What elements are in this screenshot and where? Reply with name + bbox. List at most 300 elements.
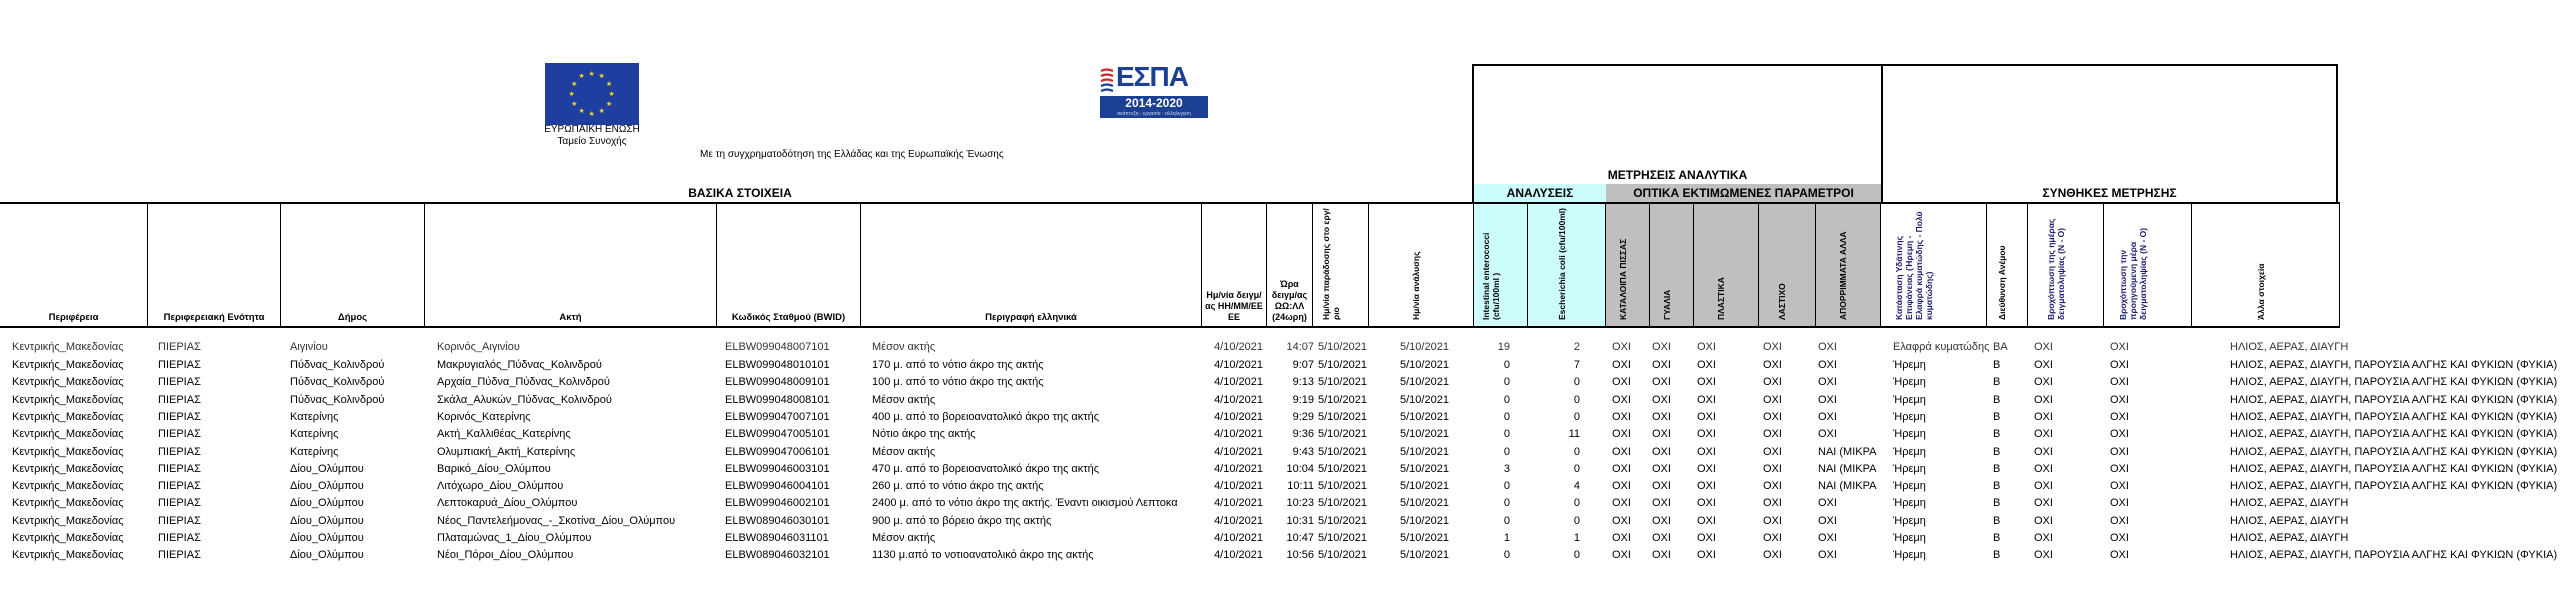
table-cell: Κεντρικής_Μακεδονίας <box>12 445 124 458</box>
table-cell: ΠΙΕΡΙΑΣ <box>158 480 201 493</box>
table-cell: ΟΧΙ <box>1612 376 1631 389</box>
table-cell: ΟΧΙ <box>1697 532 1716 544</box>
table-cell: 10:56 <box>1286 549 1314 562</box>
table-cell: 5/10/2021 <box>1318 393 1367 406</box>
table-cell: 4/10/2021 <box>1214 514 1263 527</box>
table-row <box>0 426 2560 443</box>
table-cell: 0 <box>1503 480 1510 493</box>
table-cell: ΟΧΙ <box>1763 359 1782 371</box>
group-measurements: ΜΕΤΡΗΣΕΙΣ ΑΝΑΛΥΤΙΚΑ <box>1607 168 1748 182</box>
table-cell: ΟΧΙ <box>1818 549 1837 562</box>
table-cell: ΟΧΙ <box>2034 341 2053 353</box>
table-cell: Δίου_Ολύμπου <box>290 462 364 475</box>
table-cell: ΟΧΙ <box>1612 549 1631 562</box>
header-label: Ώρα δειγμ/ας ΩΩ:ΛΛ (24ωρη) <box>1271 279 1308 322</box>
table-cell: ΟΧΙ <box>1697 359 1716 371</box>
group-basic: ΒΑΣΙΚΑ ΣΤΟΙΧΕΙΑ <box>688 186 792 200</box>
table-cell: ΝΑΙ (ΜΙΚΡΑ <box>1818 480 1877 493</box>
table-cell: 0 <box>1503 359 1510 371</box>
table-cell: Β <box>1993 359 2001 371</box>
header-beach <box>425 204 717 326</box>
table-cell: ΟΧΙ <box>1818 532 1837 544</box>
table-cell: ΟΧΙ <box>1763 462 1782 475</box>
table-cell: 5/10/2021 <box>1318 480 1367 493</box>
table-cell: Κατερίνης <box>290 445 339 458</box>
table-cell: ΟΧΙ <box>1763 532 1782 544</box>
table-cell: 0 <box>1573 376 1580 389</box>
table-cell: ΗΛΙΟΣ, ΑΕΡΑΣ, ΔΙΑΥΓΗ <box>2230 514 2349 527</box>
table-cell: Κεντρικής_Μακεδονίας <box>12 410 124 423</box>
table-cell: ΟΧΙ <box>1697 462 1716 475</box>
header-label: Περιφέρεια <box>48 312 99 323</box>
table-cell: Κεντρικής_Μακεδονίας <box>12 393 124 406</box>
header-enterococci <box>1474 204 1528 326</box>
table-cell: 7 <box>1573 359 1580 371</box>
eu-star-icon: ★ <box>568 90 575 98</box>
header-regional-unit <box>148 204 281 326</box>
table-cell: 0 <box>1573 462 1580 475</box>
table-cell: Κεντρικής_Μακεδονίας <box>12 359 124 371</box>
table-cell: 0 <box>1503 445 1510 458</box>
group-analyses: ΑΝΑΛΥΣΕΙΣ <box>1474 184 1606 202</box>
table-cell: ΗΛΙΟΣ, ΑΕΡΑΣ, ΔΙΑΥΓΗ, ΠΑΡΟΥΣΙΑ ΑΛΓΗΣ ΚΑΙ ΦΥΚΙΩΝ (ΦΥΚΙΑ) <box>2230 445 2558 458</box>
table-cell: Ήρεμη <box>1893 462 1926 475</box>
table-cell: Β <box>1993 410 2001 423</box>
espa-logo <box>1100 62 1212 122</box>
table-row <box>0 461 2560 478</box>
table-cell: ΟΧΙ <box>2110 376 2129 389</box>
table-cell: Ολυμπιακή_Ακτή_Κατερίνης <box>437 445 576 458</box>
table-cell: ELBW089046032101 <box>725 549 830 562</box>
table-cell: ΟΧΙ <box>2034 532 2053 544</box>
table-cell: Ήρεμη <box>1893 359 1926 371</box>
table-cell: ELBW099048009101 <box>725 376 830 389</box>
table-cell: ΟΧΙ <box>1652 359 1671 371</box>
table-cell: ΟΧΙ <box>1818 359 1837 371</box>
table-cell: ΟΧΙ <box>1763 341 1782 353</box>
table-cell: Μέσον ακτής <box>872 445 936 458</box>
table-cell: ΟΧΙ <box>1652 410 1671 423</box>
table-cell: ΟΧΙ <box>1652 514 1671 527</box>
table-cell: 14:07 <box>1286 341 1314 353</box>
table-cell: ΟΧΙ <box>1763 480 1782 493</box>
table-cell: 1 <box>1573 532 1580 544</box>
table-cell: ΟΧΙ <box>2110 445 2129 458</box>
header-label: Περιφερειακή Ενότητα <box>163 312 265 323</box>
table-cell: ΠΙΕΡΙΑΣ <box>158 428 201 441</box>
table-cell: Β <box>1993 445 2001 458</box>
table-cell: ELBW089046031101 <box>725 532 829 544</box>
table-cell: ELBW099046003101 <box>725 462 830 475</box>
table-cell: ΟΧΙ <box>1763 428 1782 441</box>
table-cell: 4/10/2021 <box>1214 410 1263 423</box>
table-cell: Αιγινίου <box>290 341 328 353</box>
table-cell: ΟΧΙ <box>1652 393 1671 406</box>
table-row <box>0 392 2560 409</box>
table-cell: 11 <box>1568 428 1580 441</box>
table-cell: ΟΧΙ <box>1612 497 1631 510</box>
table-cell: 5/10/2021 <box>1318 376 1367 389</box>
header-label: Δήμος <box>337 312 368 323</box>
table-cell: ΟΧΙ <box>2110 549 2129 562</box>
table-cell: ΟΧΙ <box>1818 393 1837 406</box>
table-cell: 4/10/2021 <box>1214 532 1263 544</box>
table-cell: 4/10/2021 <box>1214 376 1263 389</box>
table-cell: Βαρικό_Δίου_Ολύμπου <box>437 462 551 475</box>
table-cell: Ήρεμη <box>1893 393 1926 406</box>
table-cell: ΟΧΙ <box>1763 497 1782 510</box>
table-cell: 3 <box>1503 462 1510 475</box>
header-ecoli <box>1528 204 1606 326</box>
table-cell: ΟΧΙ <box>2034 410 2053 423</box>
table-row <box>0 530 2560 547</box>
table-cell: 9:19 <box>1292 393 1314 406</box>
table-cell: Μέσον ακτής <box>872 532 936 544</box>
table-cell: ΟΧΙ <box>1697 445 1716 458</box>
table-cell: 4/10/2021 <box>1214 393 1263 406</box>
table-cell: ΠΙΕΡΙΑΣ <box>158 532 201 544</box>
table-cell: Κατερίνης <box>290 410 339 423</box>
table-cell: ΗΛΙΟΣ, ΑΕΡΑΣ, ΔΙΑΥΓΗ <box>2230 532 2349 544</box>
header-station-code <box>717 204 861 326</box>
header-label: Ημ/νία ανάλυσης <box>1411 251 1421 320</box>
table-cell: Β <box>1993 428 2001 441</box>
table-cell: Νέοι_Πόροι_Δίου_Ολύμπου <box>437 549 574 562</box>
table-cell: 5/10/2021 <box>1400 497 1449 510</box>
table-cell: ΟΧΙ <box>1612 341 1631 353</box>
table-cell: Β <box>1993 514 2001 527</box>
table-cell: Μέσον ακτής <box>872 341 936 353</box>
header-label: ΛΑΣΤΙΧΟ <box>1777 283 1787 320</box>
table-cell: ΗΛΙΟΣ, ΑΕΡΑΣ, ΔΙΑΥΓΗ, ΠΑΡΟΥΣΙΑ ΑΛΓΗΣ ΚΑΙ ΦΥΚΙΩΝ (ΦΥΚΙΑ) <box>2230 359 2558 371</box>
eu-star-icon: ★ <box>571 80 578 88</box>
table-cell: Αρχαία_Πύδνα_Πύδνας_Κολινδρού <box>437 376 610 389</box>
table-cell: 0 <box>1503 428 1510 441</box>
table-cell: 4/10/2021 <box>1214 428 1263 441</box>
table-cell: 5/10/2021 <box>1400 341 1449 353</box>
table-cell: Μακρυγιαλός_Πύδνας_Κολινδρού <box>437 359 602 371</box>
eu-star-icon: ★ <box>571 100 578 108</box>
table-cell: 4/10/2021 <box>1214 462 1263 475</box>
table-cell: ΗΛΙΟΣ, ΑΕΡΑΣ, ΔΙΑΥΓΗ <box>2230 341 2349 353</box>
table-cell: Β <box>1993 532 2001 544</box>
table-cell: Κορινός_Αιγινίου <box>437 341 520 353</box>
table-cell: ΠΙΕΡΙΑΣ <box>158 376 201 389</box>
table-cell: ΟΧΙ <box>1763 549 1782 562</box>
table-cell: 4/10/2021 <box>1214 497 1263 510</box>
table-cell: 9:36 <box>1292 428 1314 441</box>
table-cell: ΟΧΙ <box>1697 428 1716 441</box>
table-cell: ΟΧΙ <box>2110 532 2129 544</box>
table-cell: 0 <box>1573 410 1580 423</box>
header-description <box>861 204 1202 326</box>
table-cell: ΟΧΙ <box>1818 497 1837 510</box>
table-cell: 2400 μ. από το νότιο άκρο της ακτής. Έναντι οικισμού Λεπτοκα <box>872 497 1178 510</box>
table-cell: 5/10/2021 <box>1400 428 1449 441</box>
table-cell: 0 <box>1503 393 1510 406</box>
table-cell: ΟΧΙ <box>2034 445 2053 458</box>
table-cell: 0 <box>1573 497 1580 510</box>
table-cell: Β <box>1993 497 2001 510</box>
table-cell: 5/10/2021 <box>1400 376 1449 389</box>
table-cell: ΟΧΙ <box>2110 462 2129 475</box>
eu-star-icon: ★ <box>598 107 605 115</box>
header-tar <box>1606 204 1650 326</box>
eu-star-icon: ★ <box>608 90 615 98</box>
table-cell: ΗΛΙΟΣ, ΑΕΡΑΣ, ΔΙΑΥΓΗ, ΠΑΡΟΥΣΙΑ ΑΛΓΗΣ ΚΑΙ ΦΥΚΙΩΝ (ΦΥΚΙΑ) <box>2230 393 2558 406</box>
table-cell: 0 <box>1573 393 1580 406</box>
table-cell: ΠΙΕΡΙΑΣ <box>158 462 201 475</box>
table-cell: Δίου_Ολύμπου <box>290 514 364 527</box>
header-label: Intestinal enterococci (cfu/100ml ) <box>1480 232 1501 320</box>
header-label: Άλλα στοιχεία <box>2255 263 2266 320</box>
table-cell: ELBW099047005101 <box>725 428 830 441</box>
header-rubber <box>1759 204 1816 326</box>
table-cell: 4/10/2021 <box>1214 341 1263 353</box>
header-other <box>2192 204 2340 326</box>
table-cell: ΠΙΕΡΙΑΣ <box>158 514 201 527</box>
table-row <box>0 478 2560 495</box>
table-cell: ΠΙΕΡΙΑΣ <box>158 445 201 458</box>
table-cell: 5/10/2021 <box>1318 549 1367 562</box>
header-label: Βροχόπτωση της ημέρας δειγματοληψίας (Ν - Ο) <box>2045 218 2066 320</box>
table-cell: ΗΛΙΟΣ, ΑΕΡΑΣ, ΔΙΑΥΓΗ, ΠΑΡΟΥΣΙΑ ΑΛΓΗΣ ΚΑΙ ΦΥΚΙΩΝ (ΦΥΚΙΑ) <box>2230 480 2558 493</box>
table-cell: Λιτόχωρο_Δίου_Ολύμπου <box>437 480 564 493</box>
table-cell: Β <box>1993 393 2001 406</box>
eu-star-icon: ★ <box>578 73 585 81</box>
table-cell: ΟΧΙ <box>2110 410 2129 423</box>
eu-star-icon: ★ <box>588 110 595 118</box>
header-sample-time <box>1267 204 1313 326</box>
table-cell: ΠΙΕΡΙΑΣ <box>158 410 201 423</box>
header-label: Ημ/νία δειγμ/ας ΗΗ/ΜΜ/ΕΕ ΕΕ <box>1205 290 1263 322</box>
table-cell: ΗΛΙΟΣ, ΑΕΡΑΣ, ΔΙΑΥΓΗ, ΠΑΡΟΥΣΙΑ ΑΛΓΗΣ ΚΑΙ ΦΥΚΙΩΝ (ΦΥΚΙΑ) <box>2230 428 2558 441</box>
table-cell: ΟΧΙ <box>1697 410 1716 423</box>
table-cell: 5/10/2021 <box>1318 359 1367 371</box>
table-cell: 5/10/2021 <box>1400 393 1449 406</box>
header-delivery-date <box>1313 204 1369 326</box>
table-cell: Ήρεμη <box>1893 376 1926 389</box>
table-cell: ΟΧΙ <box>1612 428 1631 441</box>
table-cell: 5/10/2021 <box>1400 532 1449 544</box>
espa-tagline: ανάπτυξη - εργασία - αλληλεγγύη <box>1100 110 1208 118</box>
table-cell: ΟΧΙ <box>1763 393 1782 406</box>
header-analysis-date <box>1369 204 1474 326</box>
table-cell: Κεντρικής_Μακεδονίας <box>12 532 124 544</box>
table-cell: 10:47 <box>1286 532 1314 544</box>
header-sample-date <box>1202 204 1267 326</box>
table-cell: 4/10/2021 <box>1214 359 1263 371</box>
table-cell: 4 <box>1573 480 1580 493</box>
table-cell: 5/10/2021 <box>1318 532 1367 544</box>
header-label: ΚΑΤΑΛΟΙΠΑ ΠΙΣΣΑΣ <box>1617 238 1628 320</box>
table-cell: ΟΧΙ <box>1697 376 1716 389</box>
table-cell: 0 <box>1573 445 1580 458</box>
table-cell: Ήρεμη <box>1893 410 1926 423</box>
table-cell: 5/10/2021 <box>1400 445 1449 458</box>
header-label: Κωδικός Σταθμού (BWID) <box>731 312 846 323</box>
table-cell: ΟΧΙ <box>1652 376 1671 389</box>
table-cell: ΟΧΙ <box>2034 497 2053 510</box>
group-optical: ΟΠΤΙΚΑ ΕΚΤΙΜΩΜΕΝΕΣ ΠΑΡΑΜΕΤΡΟΙ <box>1606 184 1881 202</box>
espa-stripes-icon <box>1100 68 1114 94</box>
table-cell: ΠΙΕΡΙΑΣ <box>158 497 201 510</box>
table-cell: 5/10/2021 <box>1400 410 1449 423</box>
conditions-box <box>1881 64 2338 204</box>
table-cell: 400 μ. από το βορειοανατολικό άκρο της ακτής <box>872 410 1100 423</box>
table-cell: Ακτή_Καλλιθέας_Κατερίνης <box>437 428 571 441</box>
table-cell: Σκάλα_Αλυκών_Πύδνας_Κολινδρού <box>437 393 612 406</box>
table-cell: ΟΧΙ <box>2034 462 2053 475</box>
table-cell: 100 μ. από το νότιο άκρο της ακτής <box>872 376 1044 389</box>
table-cell: ΝΑΙ (ΜΙΚΡΑ <box>1818 445 1877 458</box>
table-cell: ΟΧΙ <box>1818 428 1837 441</box>
table-cell: Κεντρικής_Μακεδονίας <box>12 341 124 353</box>
table-cell: ΟΧΙ <box>1612 445 1631 458</box>
header-plastic <box>1694 204 1759 326</box>
table-cell: ΟΧΙ <box>2034 549 2053 562</box>
table-cell: 4/10/2021 <box>1214 445 1263 458</box>
table-cell: 9:43 <box>1292 445 1314 458</box>
table-cell: 5/10/2021 <box>1400 462 1449 475</box>
table-cell: 1 <box>1503 532 1510 544</box>
table-row <box>0 513 2560 530</box>
header-label: Βροχόπτωση την προηγούμενη μέρα δειγματοληψίας (Ν - Ο) <box>2117 227 2148 320</box>
table-cell: 10:23 <box>1286 497 1314 510</box>
header-region <box>0 204 148 326</box>
group-conditions: ΣΥΝΘΗΚΕΣ ΜΕΤΡΗΣΗΣ <box>2042 186 2177 200</box>
table-cell: 5/10/2021 <box>1318 462 1367 475</box>
table-cell: ΟΧΙ <box>2110 341 2129 353</box>
table-cell: ΟΧΙ <box>1612 480 1631 493</box>
column-header-row <box>0 202 2340 328</box>
table-cell: 1130 μ.από το νοτιοανατολικό άκρο της ακτής <box>872 549 1094 562</box>
eu-logo-line1: ΕΥΡΩΠΑΪΚΗ ΕΝΩΣΗ <box>544 124 640 135</box>
header-other-waste <box>1816 204 1881 326</box>
header-label: ΠΛΑΣΤΙΚΑ <box>1716 277 1726 320</box>
table-cell: Β <box>1993 480 2001 493</box>
table-row <box>0 357 2560 374</box>
table-cell: Πλαταμώνας_1_Δίου_Ολύμπου <box>437 532 592 544</box>
espa-title: ΕΣΠΑ <box>1116 61 1188 92</box>
table-cell: Ήρεμη <box>1893 497 1926 510</box>
eu-star-icon: ★ <box>588 70 595 78</box>
table-cell: ΟΧΙ <box>1652 532 1671 544</box>
table-cell: ΟΧΙ <box>1697 549 1716 562</box>
table-cell: ΟΧΙ <box>1612 410 1631 423</box>
table-cell: ELBW089046030101 <box>725 514 830 527</box>
eu-star-icon: ★ <box>598 73 605 81</box>
table-cell: Λεπτοκαρυά_Δίου_Ολύμπου <box>437 497 578 510</box>
table-cell: 5/10/2021 <box>1400 514 1449 527</box>
table-cell: Πύδνας_Κολινδρού <box>290 376 385 389</box>
table-cell: ΟΧΙ <box>2034 376 2053 389</box>
table-cell: Ήρεμη <box>1893 445 1926 458</box>
table-cell: ΟΧΙ <box>1652 445 1671 458</box>
table-cell: Δίου_Ολύμπου <box>290 549 364 562</box>
table-cell: 9:13 <box>1292 376 1314 389</box>
table-cell: Κεντρικής_Μακεδονίας <box>12 514 124 527</box>
table-cell: ELBW099047007101 <box>725 410 830 423</box>
table-cell: ΟΧΙ <box>1652 480 1671 493</box>
table-cell: 260 μ. από το νότιο άκρο της ακτής <box>872 480 1044 493</box>
header-municipality <box>281 204 425 326</box>
table-cell: Κορινός_Κατερίνης <box>437 410 531 423</box>
table-cell: 10:11 <box>1287 480 1314 493</box>
table-cell: Κεντρικής_Μακεδονίας <box>12 428 124 441</box>
table-cell: 900 μ. από το βόρειο άκρο της ακτής <box>872 514 1052 527</box>
table-cell: 10:04 <box>1286 462 1314 475</box>
table-cell: Πύδνας_Κολινδρού <box>290 359 385 371</box>
eu-star-icon: ★ <box>605 80 613 88</box>
table-cell: Κεντρικής_Μακεδονίας <box>12 497 124 510</box>
table-cell: ΟΧΙ <box>2110 359 2129 371</box>
header-label: ΓΥΑΛΙΑ <box>1661 289 1672 320</box>
eu-star-icon: ★ <box>605 100 613 108</box>
table-row <box>0 495 2560 512</box>
table-cell: ΟΧΙ <box>1697 393 1716 406</box>
table-cell: Δίου_Ολύμπου <box>290 497 364 510</box>
table-cell: ΟΧΙ <box>2034 480 2053 493</box>
table-cell: 0 <box>1573 549 1580 562</box>
eu-logo-line2: Ταμείο Συνοχής <box>557 136 627 147</box>
table-cell: ELBW099046002101 <box>725 497 830 510</box>
header-glass <box>1650 204 1694 326</box>
table-cell: 0 <box>1503 514 1510 527</box>
table-cell: ΒΑ <box>1993 341 2008 353</box>
table-cell: ΗΛΙΟΣ, ΑΕΡΑΣ, ΔΙΑΥΓΗ <box>2230 497 2349 510</box>
table-cell: ΟΧΙ <box>1652 462 1671 475</box>
table-row <box>0 409 2560 426</box>
table-cell: ELBW099047006101 <box>725 445 830 458</box>
table-cell: Δίου_Ολύμπου <box>290 480 364 493</box>
table-cell: Δίου_Ολύμπου <box>290 532 364 544</box>
table-cell: 5/10/2021 <box>1318 497 1367 510</box>
table-cell: 0 <box>1503 376 1510 389</box>
table-cell: ΟΧΙ <box>1612 393 1631 406</box>
table-cell: ΟΧΙ <box>1697 480 1716 493</box>
table-cell: ELBW099046004101 <box>725 480 830 493</box>
table-cell: ΟΧΙ <box>2110 428 2129 441</box>
table-cell: ΟΧΙ <box>1763 514 1782 527</box>
table-cell: ΟΧΙ <box>1818 376 1837 389</box>
table-cell: ΟΧΙ <box>1818 410 1837 423</box>
header-label: Κατάσταση Υδάτινης Επιφάνειας (Ήρεμη - Ελαφρά κυματώδης - Πολύ κυματώδης) <box>1893 211 1934 320</box>
table-row <box>0 374 2560 391</box>
table-row <box>0 444 2560 461</box>
table-cell: ΠΙΕΡΙΑΣ <box>158 393 201 406</box>
header-rain-day <box>2028 204 2104 326</box>
table-cell: 5/10/2021 <box>1318 410 1367 423</box>
table-cell: ΟΧΙ <box>1697 341 1716 353</box>
table-cell: Νέος_Παντελεήμονας_-_Σκοτίνα_Δίου_Ολύμπου <box>437 514 676 527</box>
table-cell: ΟΧΙ <box>1612 514 1631 527</box>
table-cell: ΗΛΙΟΣ, ΑΕΡΑΣ, ΔΙΑΥΓΗ, ΠΑΡΟΥΣΙΑ ΑΛΓΗΣ ΚΑΙ ΦΥΚΙΩΝ (ΦΥΚΙΑ) <box>2230 376 2558 389</box>
header-label: Διεύθυνση Ανέμου <box>1997 245 2007 320</box>
table-cell: ΟΧΙ <box>2110 393 2129 406</box>
table-cell: ΠΙΕΡΙΑΣ <box>158 549 201 562</box>
table-cell: ΗΛΙΟΣ, ΑΕΡΑΣ, ΔΙΑΥΓΗ, ΠΑΡΟΥΣΙΑ ΑΛΓΗΣ ΚΑΙ ΦΥΚΙΩΝ (ΦΥΚΙΑ) <box>2230 462 2558 475</box>
table-cell: 5/10/2021 <box>1318 341 1367 353</box>
table-cell: ΟΧΙ <box>2034 428 2053 441</box>
table-cell: Ήρεμη <box>1893 549 1926 562</box>
header-label: Escherichia coli (cfu/100ml) <box>1556 208 1567 320</box>
table-cell: 5/10/2021 <box>1400 359 1449 371</box>
table-cell: ΟΧΙ <box>2110 514 2129 527</box>
table-cell: ELBW099048008101 <box>725 393 830 406</box>
table-cell: ΟΧΙ <box>1652 549 1671 562</box>
table-cell: Νότιο άκρο της ακτής <box>872 428 976 441</box>
